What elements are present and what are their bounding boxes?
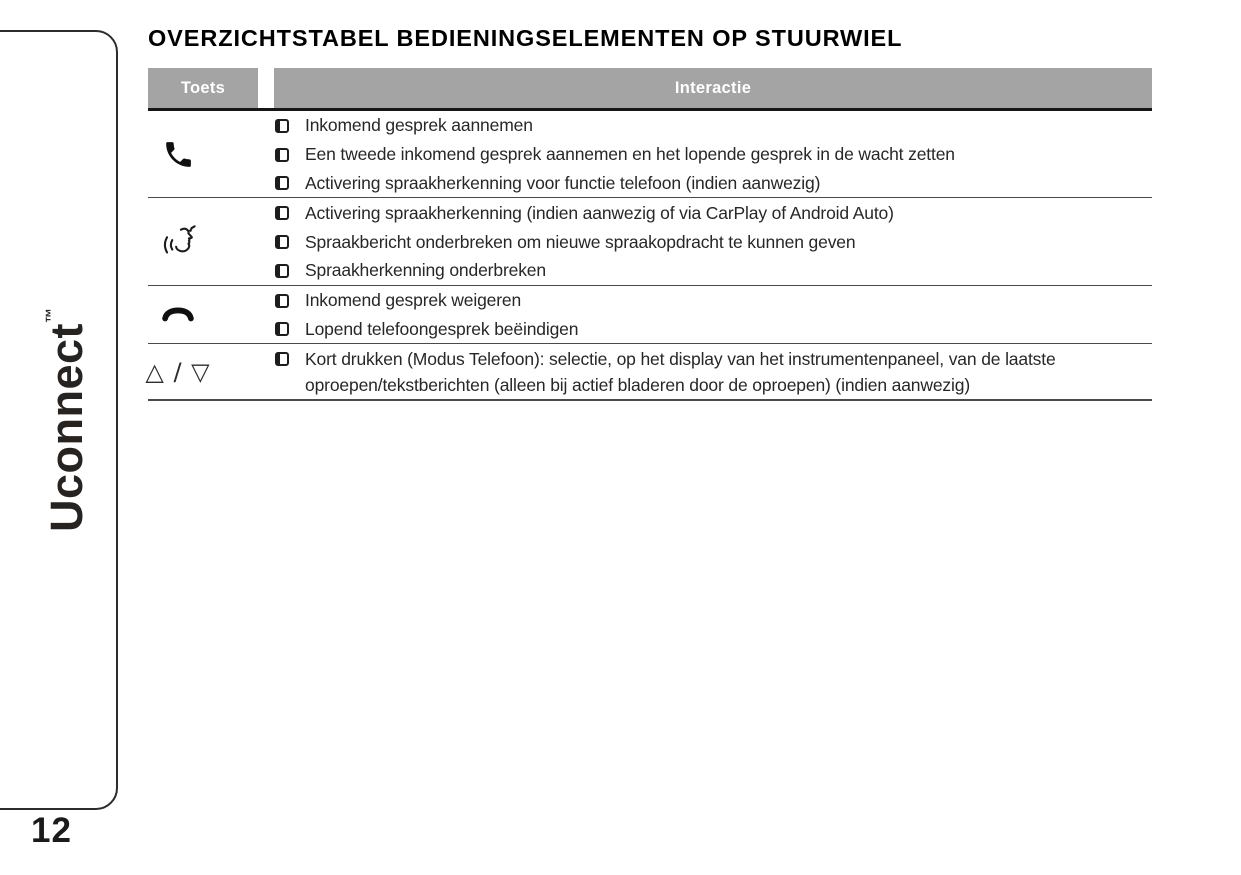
table-row	[148, 198, 1152, 285]
interaction-list	[274, 344, 1152, 399]
square-bullet-icon	[275, 206, 289, 220]
voice-recognition-icon	[159, 221, 197, 263]
table-row	[145, 344, 1152, 401]
list-item-text: Spraakbericht onderbreken om nieuwe spraakopdracht te kunnen geven	[305, 231, 856, 252]
interaction-list	[274, 198, 1152, 284]
table-row	[148, 111, 1152, 198]
column-header-interactie: Interactie	[274, 68, 1152, 108]
list-item	[275, 256, 1152, 285]
list-item	[275, 344, 1152, 399]
square-bullet-icon	[275, 264, 289, 278]
page-title: OVERZICHTSTABEL BEDIENINGSELEMENTEN OP STUURWIEL	[148, 25, 903, 51]
list-item	[275, 140, 1152, 169]
square-bullet-icon	[275, 148, 289, 162]
brand-name: Uconnect	[41, 322, 92, 533]
page-number: 12	[31, 811, 72, 850]
list-item	[275, 198, 1152, 227]
square-bullet-icon	[275, 322, 289, 336]
chapter-label	[17, 270, 92, 570]
square-bullet-icon	[275, 352, 289, 366]
key-cell	[148, 286, 258, 344]
square-bullet-icon	[275, 176, 289, 190]
table-row	[148, 286, 1152, 345]
square-bullet-icon	[275, 119, 289, 133]
up-down-arrows-icon: △ / ▽	[145, 357, 211, 386]
interaction-list	[274, 286, 1152, 344]
list-item	[275, 169, 1152, 198]
list-item-text: Spraakherkenning onderbreken	[305, 260, 546, 281]
list-item	[275, 314, 1152, 343]
key-cell	[148, 111, 258, 197]
list-item-text: Activering spraakherkenning (indien aanwezig of via CarPlay of Android Auto)	[305, 202, 894, 223]
key-cell	[145, 344, 258, 399]
column-header-toets: Toets	[148, 68, 258, 108]
phone-answer-icon	[162, 138, 195, 171]
header-gap	[258, 68, 274, 108]
controls-table	[145, 68, 1152, 401]
list-item-text: Een tweede inkomend gesprek aannemen en het lopende gesprek in de wacht zetten	[305, 144, 955, 165]
list-item-text: Kort drukken (Modus Telefoon): selectie, op het display van het instrumentenpaneel, van de laatste oproepen/tekstberichten (alleen bij actief bladeren door de oproepen) (indien aanwezig)	[305, 348, 1056, 395]
phone-hangup-icon	[162, 305, 194, 323]
list-item	[275, 286, 1152, 315]
list-item-text: Lopend telefoongesprek beëindigen	[305, 318, 579, 339]
list-item	[275, 227, 1152, 256]
list-item-text: Activering spraakherkenning voor functie telefoon (indien aanwezig)	[305, 172, 821, 193]
square-bullet-icon	[275, 294, 289, 308]
trademark-symbol: ™	[43, 307, 60, 323]
list-item-text: Inkomend gesprek aannemen	[305, 115, 533, 136]
key-cell	[148, 198, 258, 284]
table-header-row	[148, 68, 1152, 111]
list-item-text: Inkomend gesprek weigeren	[305, 290, 522, 311]
square-bullet-icon	[275, 235, 289, 249]
interaction-list	[274, 111, 1152, 197]
list-item	[275, 111, 1152, 140]
